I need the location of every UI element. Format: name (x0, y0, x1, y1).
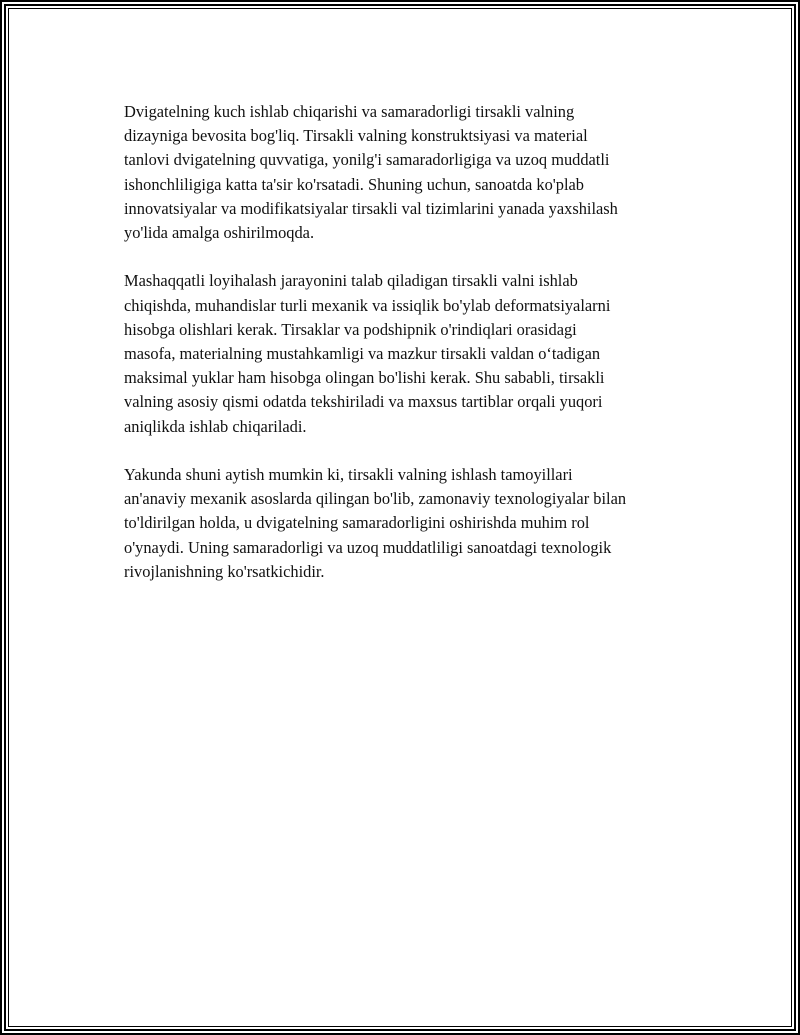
paragraph-2: Mashaqqatli loyihalash jarayonini talab qiladigan tirsakli valni ishlab chiqishda, muhandislar turli mexanik va issiqlik bo'ylab deformatsiyalarni hisobga olishlari kerak. Tirsaklar va podshipnik o'rindiqlari orasidagi masofa, materialning mustahkamligi va mazkur tirsakli valdan o‘tadigan maksimal yuklar ham hisobga olingan bo'lishi kerak. Shu sababli, tirsakli valning asosiy qismi odatda tekshiriladi va maxsus tartiblar orqali yuqori aniqlikda ishlab chiqariladi. (124, 271, 611, 436)
paragraph-1: Dvigatelning kuch ishlab chiqarishi va samaradorligi tirsakli valning dizayniga bevosita bog'liq. Tirsakli valning konstruktsiyasi va material tanlovi dvigatelning quvvatiga, yonilg'i samaradorligiga va uzoq muddatli ishonchliligiga katta ta'sir ko'rsatadi. Shuning uchun, sanoatda ko'plab innovatsiyalar va modifikatsiyalar tirsakli val tizimlarini yanada yaxshilash yo'lida amalga oshirilmoqda. (124, 102, 618, 243)
paragraph-3: Yakunda shuni aytish mumkin ki, tirsakli valning ishlash tamoyillari an'anaviy mexanik asoslarda qilingan bo'lib, zamonaviy texnologiyalar bilan to'ldirilgan holda, u dvigatelning samaradorligini oshirishda muhim rol o'ynaydi. Uning samaradorligi va uzoq muddatliligi sanoatdagi texnologik rivojlanishning ko'rsatkichidir. (124, 465, 627, 581)
document-body (124, 100, 694, 608)
